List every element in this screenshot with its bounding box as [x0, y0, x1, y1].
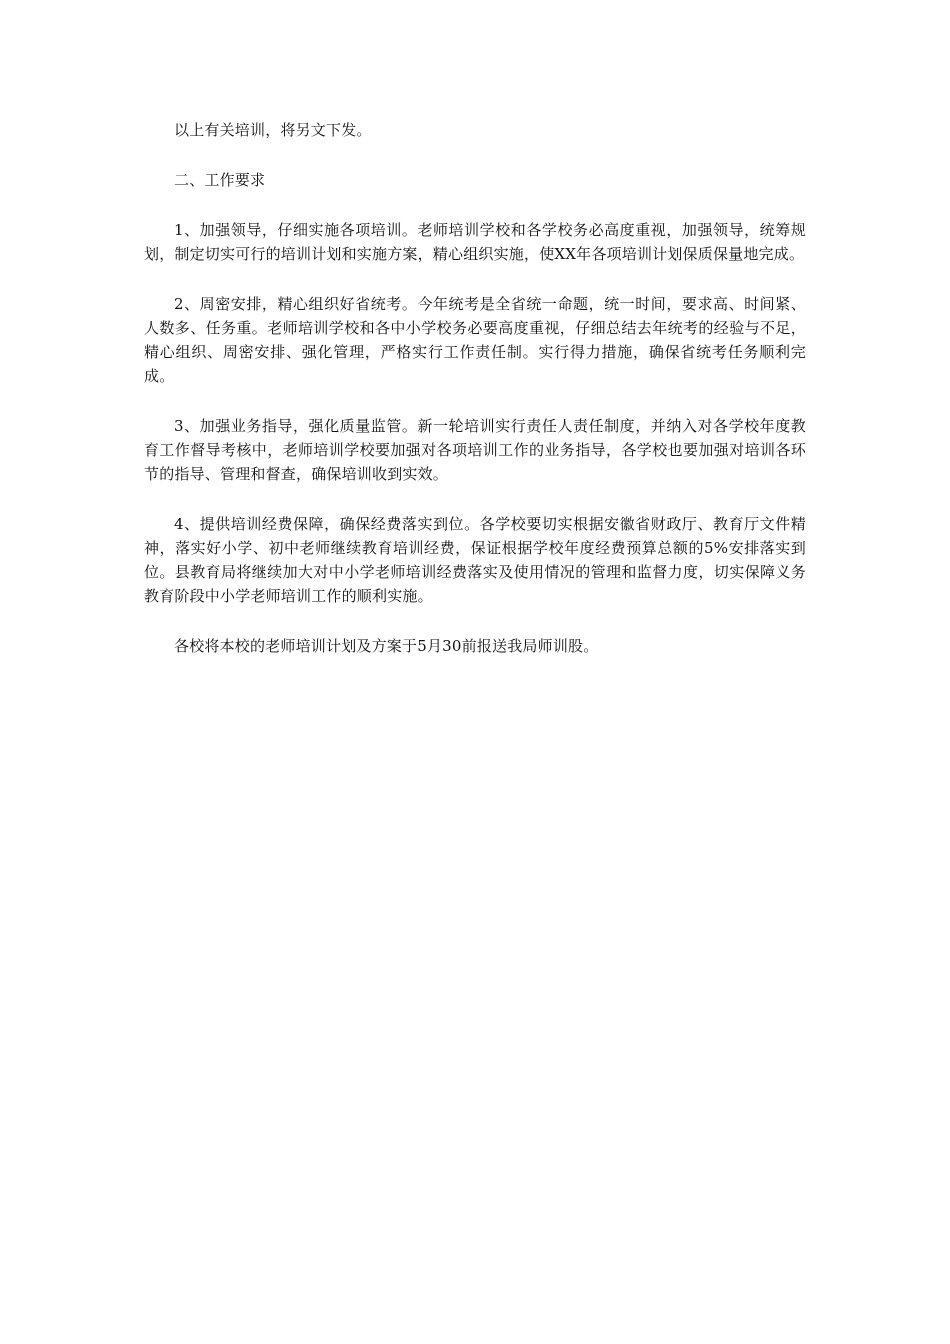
paragraph-requirement-1: 1、加强领导，仔细实施各项培训。老师培训学校和各学校务必高度重视，加强领导，统筹规划，制定切实可行的培训计划和实施方案，精心组织实施，使XX年各项培训计划保质保量地完成。 [144, 221, 806, 263]
paragraph-training-notice: 以上有关培训，将另文下发。 [174, 121, 372, 139]
paragraph-requirement-3: 3、加强业务指导，强化质量监管。新一轮培训实行责任人责任制度，并纳入对各学校年度教育工作督导考核中，老师培训学校要加强对各项培训工作的业务指导，各学校也要加强对培训各环节的指导、管理和督查，确保培训收到实效。 [144, 417, 806, 483]
section-heading-work-requirements: 二、工作要求 [174, 171, 266, 189]
document-page [144, 118, 806, 684]
paragraph-submission-deadline: 各校将本校的老师培训计划及方案于5月30前报送我局师训股。 [174, 637, 599, 655]
paragraph-requirement-4: 4、提供培训经费保障，确保经费落实到位。各学校要切实根据安徽省财政厅、教育厅文件精神，落实好小学、初中老师继续教育培训经费，保证根据学校年度经费预算总额的5%安排落实到位。县教育局将继续加大对中小学老师培训经费落实及使用情况的管理和监督力度，切实保障义务教育阶段中小学老师培训工作的顺利实施。 [144, 515, 806, 605]
paragraph-requirement-2: 2、周密安排，精心组织好省统考。今年统考是全省统一命题，统一时间，要求高、时间紧、人数多、任务重。老师培训学校和各中小学校务必要高度重视，仔细总结去年统考的经验与不足，精心组织、周密安排、强化管理，严格实行工作责任制。实行得力措施，确保省统考任务顺利完成。 [144, 295, 806, 385]
